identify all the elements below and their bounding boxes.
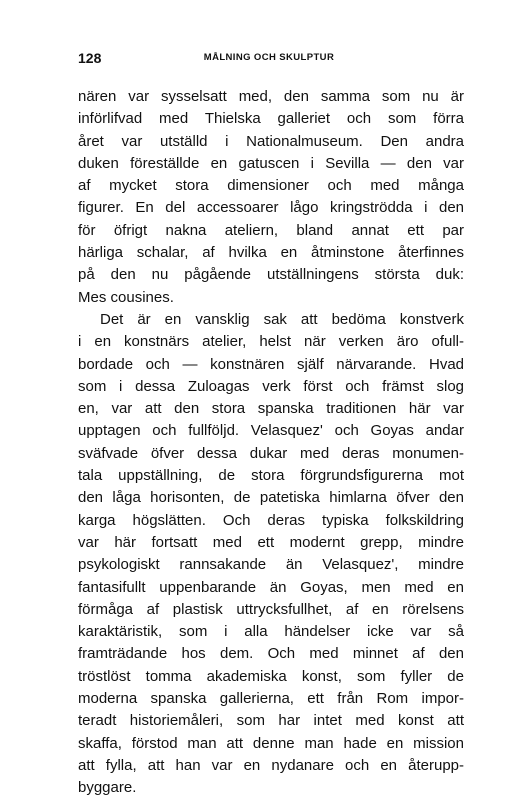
text-line: byggare. bbox=[78, 779, 137, 797]
text-line: karga högslätten. Och deras typiska folkskildring bbox=[78, 511, 464, 529]
text-line: karaktäristik, som i alla händelser icke var så bbox=[78, 623, 464, 641]
text-line: tala uppställning, de stora förgrundsfigurerna mot bbox=[78, 467, 464, 485]
text-line: fantasifullt uppenbarande än Goyas, men med en bbox=[78, 578, 464, 596]
text-line: upptagen och fullföljd. Velasquez' och Goyas andar bbox=[78, 422, 464, 440]
text-line: som i dessa Zuloagas verk först och främst slog bbox=[78, 377, 464, 395]
text-line: i en konstnärs atelier, helst när verken äro ofull- bbox=[78, 333, 464, 351]
text-line: duken föreställde en gatuscen i Sevilla — den var bbox=[78, 154, 464, 172]
text-line: af mycket stora dimensioner och med många bbox=[78, 177, 464, 195]
text-line: året var utställd i Nationalmuseum. Den andra bbox=[78, 132, 464, 150]
paragraph-1 bbox=[78, 86, 464, 309]
text-line: tröstlöst tomma akademiska konst, som fyller de bbox=[78, 667, 464, 685]
text-line: framträdande hos dem. Och med minnet af den bbox=[78, 645, 464, 663]
text-line: Mes cousines. bbox=[78, 288, 174, 306]
text-line: införlifvad med Thielska galleriet och som förra bbox=[78, 110, 464, 128]
text-line: härliga schalar, af hvilka en åtminstone återfinnes bbox=[78, 244, 464, 262]
text-line: figurer. En del accessoarer lågo kringströdda i den bbox=[78, 199, 464, 217]
page-number: 128 bbox=[78, 50, 102, 66]
page-header bbox=[78, 50, 460, 70]
running-title: MÅLNING OCH SKULPTUR bbox=[203, 52, 335, 63]
text-line: teradt historiemåleri, som har intet med konst att bbox=[78, 712, 464, 730]
text-line: skaffa, förstod man att denne man hade en mission bbox=[78, 734, 464, 752]
text-line: nären var sysselsatt med, den samma som nu är bbox=[78, 88, 464, 105]
text-line: att fylla, att han var en nydanare och en återupp- bbox=[78, 756, 464, 774]
text-line: förmåga af plastisk uttrycksfullhet, af en rörelsens bbox=[78, 600, 464, 618]
paragraph-2 bbox=[78, 309, 464, 800]
text-line: Det är en vansklig sak att bedöma konstverk bbox=[100, 310, 464, 328]
text-line: moderna spanska gallerierna, ett från Rom impor- bbox=[78, 690, 464, 708]
text-line: bordade och — konstnären själf närvarande. Hvad bbox=[78, 355, 464, 373]
text-line: var här fortsatt med ett modernt grepp, mindre bbox=[78, 533, 464, 551]
text-line: en, var att den stora spanska traditionen här var bbox=[78, 400, 464, 418]
text-line: sväfvade öfver dessa dukar med deras monumen- bbox=[78, 444, 464, 462]
text-line: psykologiskt rannsakande än Velasquez', mindre bbox=[78, 556, 464, 574]
text-line: den låga horisonten, de patetiska himlarna öfver den bbox=[78, 489, 464, 507]
body-text bbox=[78, 86, 464, 800]
text-line: på den nu pågående utställningens största duk: bbox=[78, 266, 464, 284]
text-line: för öfrigt nakna ateliern, bland annat ett par bbox=[78, 221, 464, 239]
